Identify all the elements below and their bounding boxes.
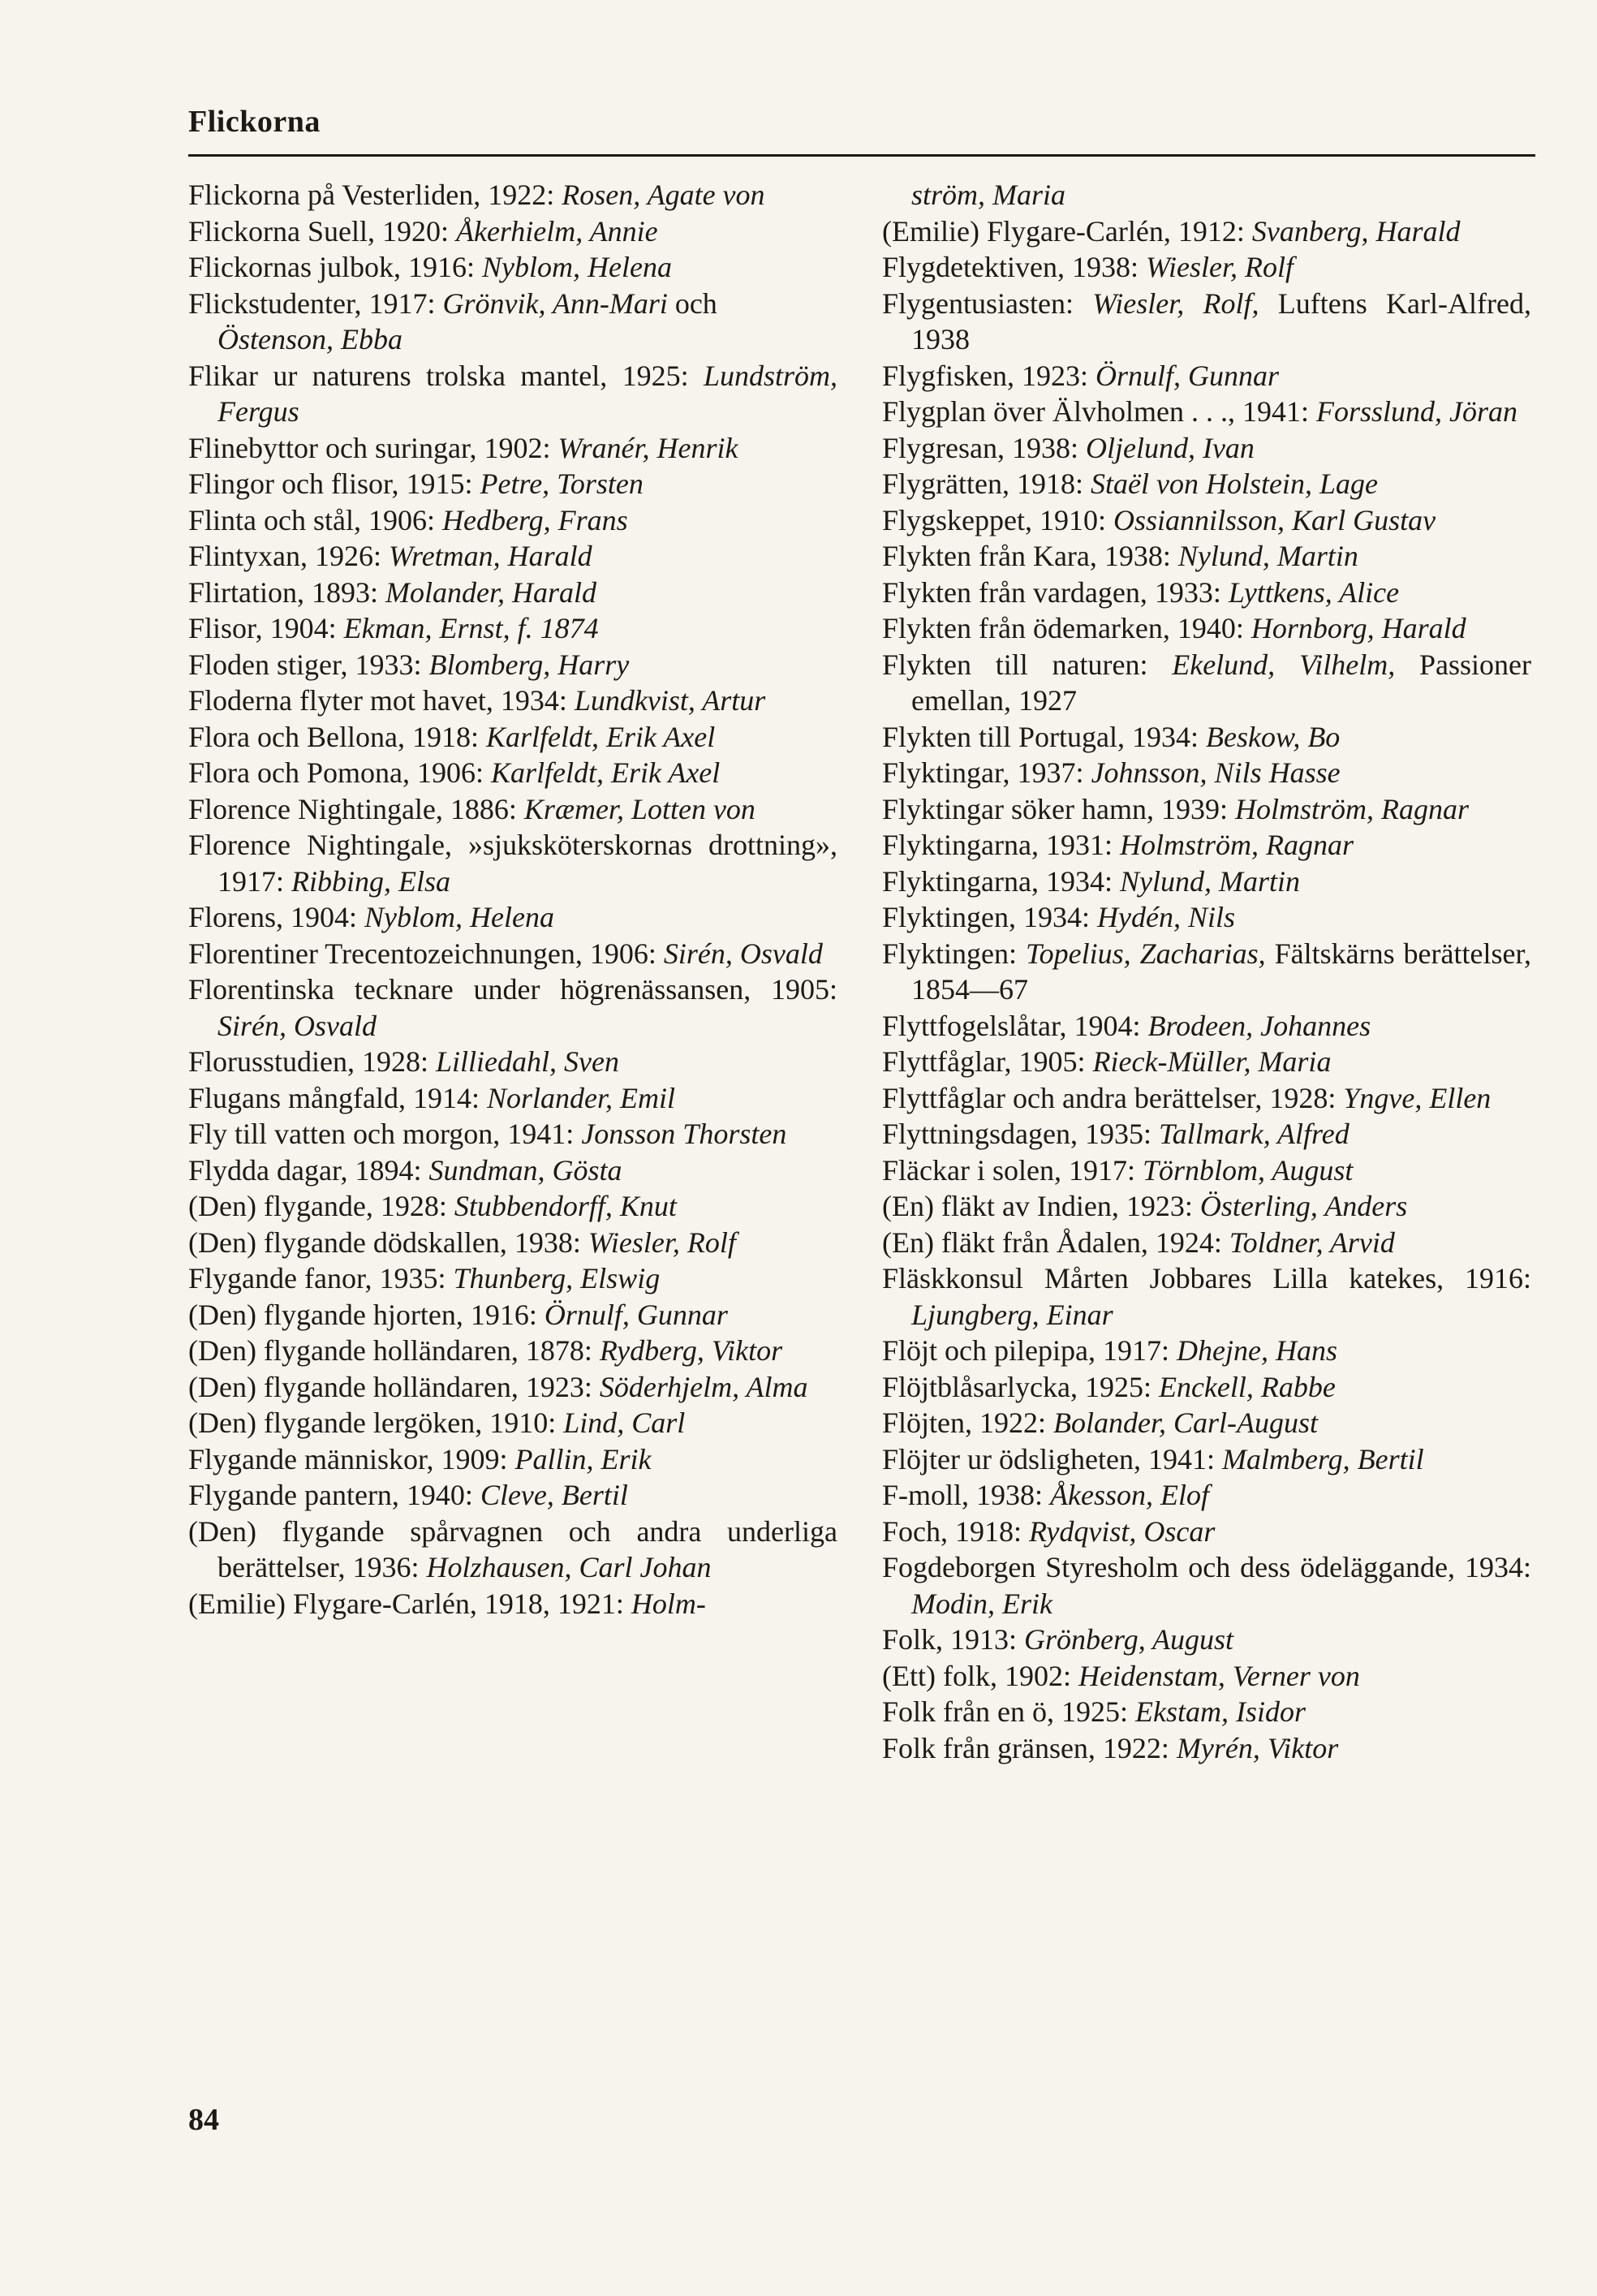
index-entry [188, 791, 837, 828]
entry-author: Nyblom, Helena [482, 251, 672, 283]
entry-author: Oljelund, Ivan [1085, 431, 1255, 464]
entry-author: Stubbendorff, Knut [454, 1190, 677, 1222]
index-entry [882, 1080, 1531, 1117]
index-entry [882, 1514, 1531, 1550]
index-entry [882, 575, 1531, 611]
entry-title: Flykten från ödemarken, 1940: [882, 612, 1251, 644]
index-entry [188, 1405, 837, 1441]
entry-title: Flora och Bellona, 1918: [188, 720, 486, 753]
index-entry [188, 1044, 837, 1080]
entry-author: Lyttkens, Alice [1228, 575, 1400, 609]
entry-author: Nylund, Martin [1177, 540, 1358, 572]
index-entry [882, 1188, 1531, 1225]
index-entry [882, 936, 1531, 1008]
entry-title: Flöjtblåsarlycka, 1925: [882, 1370, 1159, 1403]
entry-author: Pallin, Erik [514, 1442, 652, 1475]
entry-title: (Den) flygande, 1928: [188, 1190, 454, 1222]
entry-author: Nyblom, Helena [364, 901, 554, 933]
index-entry [882, 899, 1531, 936]
entry-title: Flöjten, 1922: [882, 1406, 1054, 1439]
index-entry [188, 575, 837, 611]
index-entry [882, 1369, 1531, 1406]
entry-author: Örnulf, Gunnar [1096, 359, 1280, 392]
entry-author: Petre, Torsten [480, 467, 644, 500]
index-entry [882, 1622, 1531, 1658]
entry-author: Svanberg, Harald [1251, 214, 1461, 248]
entry-author: Jonsson Thorsten [581, 1118, 787, 1150]
entry-author: Lind, Carl [563, 1406, 686, 1439]
entry-author: Heidenstam, Verner von [1078, 1659, 1360, 1692]
entry-title: Fogdeborgen Styresholm och dess ödeläggande, 1934: [882, 1551, 1531, 1583]
entry-title: Flyttfogelslåtar, 1904: [882, 1009, 1148, 1042]
index-entry [882, 1225, 1531, 1261]
entry-rest: Passioner emellan, 1927 [911, 648, 1531, 717]
entry-title: Flyktingar söker hamn, 1939: [882, 792, 1235, 825]
index-entry [882, 1044, 1531, 1080]
entry-title: F-moll, 1938: [882, 1479, 1051, 1511]
index-entry [882, 864, 1531, 900]
index-entry [882, 1694, 1531, 1730]
entry-title: Fläskkonsul Mårten Jobbares Lilla katekes, 1916: [882, 1262, 1531, 1294]
entry-title: Flygresan, 1938: [882, 431, 1086, 464]
index-entry [882, 791, 1531, 828]
index-entry [882, 394, 1531, 430]
entry-title: Flisor, 1904: [188, 612, 344, 644]
entry-title: Florentinska tecknare under högrenässansen, 1905: [188, 973, 837, 1006]
entry-author: Wiesler, Rolf [1145, 251, 1294, 283]
entry-author: Toldner, Arvid [1229, 1226, 1395, 1259]
entry-author: Ekelund, Vilhelm, [1172, 648, 1396, 681]
entry-title: Folk från en ö, 1925: [882, 1695, 1135, 1728]
index-entry [188, 1369, 837, 1406]
entry-author: Thunberg, Elswig [453, 1262, 661, 1294]
entry-author: Malmberg, Bertil [1221, 1442, 1424, 1475]
index-entry [188, 647, 837, 683]
index-entry [882, 1333, 1531, 1369]
entry-author: Wranér, Henrik [557, 431, 738, 464]
index-entry [188, 755, 837, 791]
entry-rest: och [667, 286, 717, 320]
entry-author: Ossiannilsson, Karl Gustav [1113, 503, 1436, 536]
index-entry [188, 719, 837, 756]
index-entry [882, 502, 1531, 539]
entry-author: Sundman, Gösta [428, 1153, 622, 1187]
index-entry [188, 1152, 837, 1189]
index-entry [188, 1441, 837, 1478]
entry-author: Norlander, Emil [486, 1081, 675, 1114]
entry-author: Hornborg, Harald [1250, 612, 1466, 644]
entry-author: Nylund, Martin [1119, 864, 1300, 898]
index-entry [188, 1225, 837, 1261]
entry-title: Florence Nightingale, »sjuksköterskornas drottning», 1917: [188, 829, 837, 898]
entry-author: Lilliedahl, Sven [436, 1045, 619, 1078]
entry-title: Flygfisken, 1923: [882, 359, 1096, 392]
entry-author: Blomberg, Harry [428, 648, 630, 681]
entry-author: Cleve, Bertil [480, 1479, 628, 1511]
index-entry [188, 1260, 837, 1297]
entry-author: Grönberg, August [1024, 1623, 1234, 1656]
entry-title: Flickornas julbok, 1916: [188, 251, 482, 283]
entry-title: Flydda dagar, 1894: [188, 1153, 429, 1187]
index-entry [188, 249, 837, 286]
entry-title: Florens, 1904: [188, 901, 365, 933]
entry-title: Flingor och flisor, 1915: [188, 467, 480, 500]
entry-title: Floderna flyter mot havet, 1934: [188, 684, 575, 717]
entry-title: (Den) flygande holländaren, 1923: [188, 1370, 600, 1403]
index-entry [188, 286, 837, 322]
entry-title: Flygande pantern, 1940: [188, 1479, 480, 1511]
index-entry [882, 358, 1531, 394]
entry-title: Flykten från Kara, 1938: [882, 540, 1178, 572]
entry-author: Ribbing, Elsa [291, 864, 451, 898]
entry-author: Staël von Holstein, Lage [1090, 467, 1378, 500]
entry-title: Folk, 1913: [882, 1623, 1025, 1656]
index-entry [188, 610, 837, 647]
entry-title: Flinta och stål, 1906: [188, 503, 442, 536]
header-rule [188, 154, 1535, 157]
index-entry [188, 502, 837, 539]
entry-author: Enckell, Rabbe [1158, 1370, 1336, 1403]
entry-title: Fly till vatten och morgon, 1941: [188, 1118, 582, 1150]
entry-title: Flykten till Portugal, 1934: [882, 720, 1207, 753]
entry-title: Flyktingarna, 1931: [882, 829, 1120, 861]
index-entry [188, 466, 837, 502]
entry-title: Flinebyttor och suringar, 1902: [188, 431, 558, 464]
entry-author: Åkesson, Elof [1050, 1479, 1209, 1511]
entry-title: Florusstudien, 1928: [188, 1045, 437, 1078]
index-entry [882, 177, 1531, 213]
index-entry [882, 213, 1531, 250]
index-entry [188, 899, 837, 936]
entry-title: Flykten från vardagen, 1933: [882, 575, 1229, 609]
entry-author: Österling, Anders [1199, 1190, 1408, 1222]
entry-author: Topelius, Zacharias, [1025, 937, 1266, 970]
entry-title: (Den) flygande spårvagnen och andra underliga berättelser, 1936: [188, 1514, 837, 1583]
entry-author: Karlfeldt, Erik Axel [490, 756, 721, 789]
index-entry [882, 1008, 1531, 1045]
entry-title: Florence Nightingale, 1886: [188, 792, 524, 825]
index-entry [882, 1658, 1531, 1695]
entry-title: Flintyxan, 1926: [188, 540, 390, 572]
entry-author: Yngve, Ellen [1343, 1081, 1492, 1114]
index-entry [882, 1152, 1531, 1189]
entry-author: Holm- [631, 1587, 706, 1620]
entry-author: Rydqvist, Oscar [1029, 1514, 1216, 1548]
entry-title: Flöjter ur ödsligheten, 1941: [882, 1442, 1222, 1475]
index-entry [882, 1405, 1531, 1441]
index-entry [188, 683, 837, 719]
entry-author: Hydén, Nils [1097, 901, 1235, 933]
entry-title: Flickorna Suell, 1920: [188, 214, 456, 248]
running-head: Flickorna [188, 105, 321, 139]
index-entry [882, 1116, 1531, 1152]
entry-title: (Den) flygande hjorten, 1916: [188, 1298, 545, 1331]
index-entry [882, 719, 1531, 756]
entry-author: Söderhjelm, Alma [599, 1370, 808, 1403]
index-entry [882, 1549, 1531, 1622]
entry-title: (Den) flygande dödskallen, 1938: [188, 1226, 588, 1259]
entry-author: Sirén, Osvald [663, 937, 823, 970]
entry-title: Flygande fanor, 1935: [188, 1262, 454, 1294]
index-entry [188, 538, 837, 575]
entry-author: Åkerhielm, Annie [455, 214, 658, 248]
index-entry [882, 1441, 1531, 1478]
entry-author: Wiesler, Rolf, [1092, 286, 1259, 320]
entry-author: Myrén, Viktor [1176, 1731, 1339, 1764]
entry-author: Dhejne, Hans [1176, 1334, 1337, 1367]
index-entry [188, 971, 837, 1044]
entry-author: Hedberg, Frans [441, 503, 628, 536]
entry-author: Rosen, Agate von [562, 179, 765, 211]
entry-author: Lundkvist, Artur [574, 684, 766, 717]
index-entry [188, 1514, 837, 1586]
entry-author: Forsslund, Jöran [1315, 395, 1517, 428]
entry-author: Beskow, Bo [1206, 720, 1341, 753]
entry-author: Östenson, Ebba [217, 323, 402, 355]
left-column [188, 177, 837, 1622]
entry-author: Törnblom, August [1142, 1153, 1354, 1187]
index-entry [882, 610, 1531, 647]
index-entry [882, 755, 1531, 791]
index-entry [882, 647, 1531, 719]
entry-title: (En) fläkt av Indien, 1923: [882, 1190, 1200, 1222]
entry-author: Molander, Harald [385, 575, 596, 609]
page-number: 84 [188, 2103, 219, 2137]
entry-author: Sirén, Osvald [217, 1009, 377, 1042]
index-entry [882, 538, 1531, 575]
index-entry [188, 1333, 837, 1369]
index-entry [188, 358, 837, 430]
entry-title: Flora och Pomona, 1906: [188, 756, 491, 789]
entry-author: Brodeen, Johannes [1147, 1009, 1371, 1042]
index-entry [882, 430, 1531, 467]
entry-author: Wiesler, Rolf [588, 1226, 736, 1259]
index-entry [882, 466, 1531, 502]
entry-title: Flygentusiasten: [882, 286, 1093, 320]
index-entry [188, 1116, 837, 1152]
entry-author: Ljungberg, Einar [911, 1298, 1113, 1331]
entry-author: Holzhausen, Carl Johan [426, 1551, 712, 1583]
entry-title: (Emilie) Flygare-Carlén, 1918, 1921: [188, 1587, 631, 1620]
entry-title: Flygplan över Älvholmen . . ., 1941: [882, 395, 1316, 428]
entry-title: Flyktingen, 1934: [882, 901, 1098, 933]
entry-title: Foch, 1918: [882, 1514, 1030, 1548]
entry-title: (Den) flygande lergöken, 1910: [188, 1406, 564, 1439]
entry-author: Rieck-Müller, Maria [1092, 1045, 1332, 1078]
entry-author: Grönvik, Ann-Mari [442, 286, 668, 320]
index-entry [882, 1730, 1531, 1767]
entry-author: Karlfeldt, Erik Axel [485, 720, 716, 753]
index-entry [882, 827, 1531, 864]
entry-author: ström, Maria [911, 179, 1066, 211]
entry-title: Folk från gränsen, 1922: [882, 1731, 1177, 1764]
entry-title: Fläckar i solen, 1917: [882, 1153, 1143, 1187]
entry-author: Ekman, Ernst, f. 1874 [343, 612, 599, 644]
entry-title: Flyktingen: [882, 937, 1026, 970]
entry-rest: Luftens Karl-Alfred, 1938 [911, 286, 1531, 355]
entry-author: Johnsson, Nils Hasse [1091, 756, 1341, 789]
entry-author: Rydberg, Viktor [599, 1334, 783, 1367]
index-entry [188, 1297, 837, 1333]
index-entry [188, 430, 837, 467]
entry-title: Flygrätten, 1918: [882, 467, 1091, 500]
entry-title: Flygdetektiven, 1938: [882, 251, 1146, 283]
index-entry [882, 1260, 1531, 1333]
entry-author: Wretman, Harald [389, 540, 592, 572]
index-entry [188, 321, 837, 358]
entry-title: Flickstudenter, 1917: [188, 286, 443, 320]
entry-author: Örnulf, Gunnar [544, 1298, 728, 1331]
entry-rest: Fältskärns berättelser, 1854—67 [911, 937, 1531, 1006]
entry-title: Flygskeppet, 1910: [882, 503, 1113, 536]
entry-title: (Den) flygande holländaren, 1878: [188, 1334, 600, 1367]
entry-author: Holmström, Ragnar [1234, 792, 1469, 825]
entry-author: Holmström, Ragnar [1119, 829, 1354, 861]
entry-title: Flyktingar, 1937: [882, 756, 1091, 789]
entry-title: Flykten till naturen: [882, 648, 1173, 681]
entry-title: Flickorna på Vesterliden, 1922: [188, 179, 562, 211]
entry-title: (En) fläkt från Ådalen, 1924: [882, 1226, 1229, 1259]
entry-title: Flyttfåglar, 1905: [882, 1045, 1093, 1078]
index-entry [188, 1080, 837, 1117]
entry-title: Flikar ur naturens trolska mantel, 1925: [188, 359, 704, 392]
index-entry [188, 1586, 837, 1622]
entry-title: Flirtation, 1893: [188, 575, 385, 609]
entry-title: Flugans mångfald, 1914: [188, 1081, 487, 1114]
index-entry [188, 827, 837, 899]
entry-title: (Emilie) Flygare-Carlén, 1912: [882, 214, 1252, 248]
index-entry [882, 249, 1531, 286]
entry-author: Modin, Erik [911, 1587, 1052, 1620]
entry-title: Floden stiger, 1933: [188, 648, 429, 681]
index-entry [188, 177, 837, 213]
entry-title: Flyttningsdagen, 1935: [882, 1118, 1159, 1150]
entry-title: Flyttfåglar och andra berättelser, 1928: [882, 1081, 1344, 1114]
entry-title: Flöjt och pilepipa, 1917: [882, 1334, 1177, 1367]
entry-title: Flyktingarna, 1934: [882, 864, 1120, 898]
entry-author: Ekstam, Isidor [1134, 1695, 1306, 1728]
entry-title: Florentiner Trecentozeichnungen, 1906: [188, 937, 664, 970]
entry-author: Tallmark, Alfred [1159, 1118, 1349, 1150]
index-entry [188, 213, 837, 250]
index-entry [882, 286, 1531, 358]
right-column [882, 177, 1531, 1766]
index-entry [188, 1188, 837, 1225]
entry-author: Lundström, Fergus [217, 359, 837, 428]
index-entry [188, 936, 837, 972]
entry-author: Kræmer, Lotten von [523, 792, 755, 825]
entry-title: Flygande människor, 1909: [188, 1442, 515, 1475]
index-entry [882, 1477, 1531, 1514]
entry-author: Bolander, Carl-August [1053, 1406, 1319, 1439]
entry-title: (Ett) folk, 1902: [882, 1659, 1078, 1692]
index-entry [188, 1477, 837, 1514]
